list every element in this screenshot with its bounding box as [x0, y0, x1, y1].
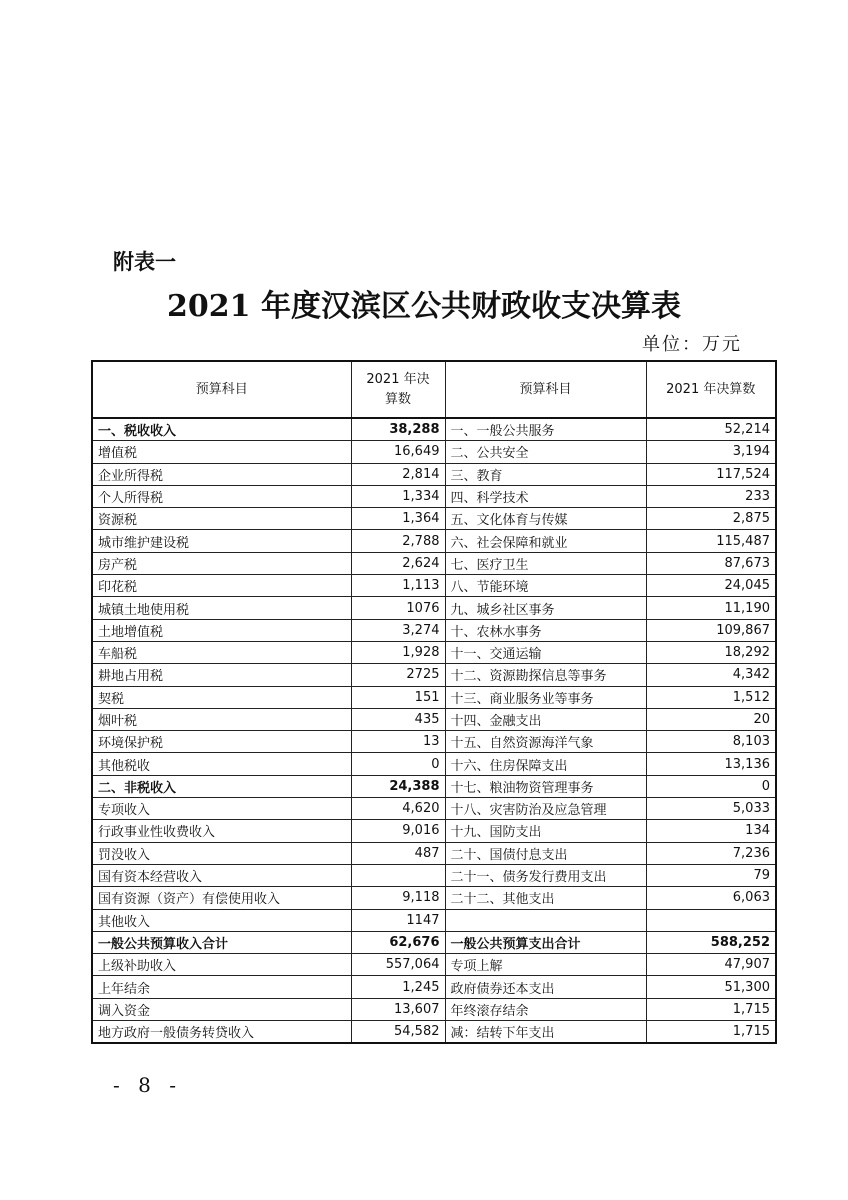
- cell-right-value: 79: [646, 864, 776, 886]
- cell-left-value: 1147: [351, 909, 445, 931]
- cell-left-value: 557,064: [351, 954, 445, 976]
- cell-right-item: 四、科学技术: [445, 485, 646, 507]
- table-row: [92, 463, 776, 485]
- cell-left-value: 1,245: [351, 976, 445, 998]
- cell-left-value: 4,620: [351, 798, 445, 820]
- page-number: - 8 -: [113, 1073, 182, 1097]
- cell-right-value: 117,524: [646, 463, 776, 485]
- cell-left-item: 个人所得税: [92, 485, 351, 507]
- cell-left-item: 国有资源（资产）有偿使用收入: [92, 887, 351, 909]
- cell-right-value: 1,715: [646, 998, 776, 1020]
- table-row: [92, 530, 776, 552]
- cell-left-item: 土地增值税: [92, 619, 351, 641]
- cell-right-item: 二十、国债付息支出: [445, 842, 646, 864]
- cell-left-value: 1,113: [351, 575, 445, 597]
- cell-right-item: 六、社会保障和就业: [445, 530, 646, 552]
- cell-left-value: 24,388: [351, 775, 445, 797]
- table-row: [92, 686, 776, 708]
- cell-left-item: 行政事业性收费收入: [92, 820, 351, 842]
- cell-left-item: 上级补助收入: [92, 954, 351, 976]
- cell-left-value: 9,118: [351, 887, 445, 909]
- cell-left-value: 151: [351, 686, 445, 708]
- cell-right-item: [445, 909, 646, 931]
- cell-left-value: 1,334: [351, 485, 445, 507]
- cell-left-item: 耕地占用税: [92, 664, 351, 686]
- cell-right-item: 十七、粮油物资管理事务: [445, 775, 646, 797]
- header-left-value: 2021 年决算数: [351, 361, 445, 418]
- table-row: [92, 798, 776, 820]
- table-row: [92, 909, 776, 931]
- table-row: [92, 552, 776, 574]
- table-row: [92, 820, 776, 842]
- cell-right-value: 4,342: [646, 664, 776, 686]
- cell-left-item: 企业所得税: [92, 463, 351, 485]
- table-row: [92, 619, 776, 641]
- cell-right-value: 2,875: [646, 508, 776, 530]
- cell-right-item: 十五、自然资源海洋气象: [445, 731, 646, 753]
- table-row: [92, 418, 776, 441]
- table-row: [92, 708, 776, 730]
- cell-right-value: 109,867: [646, 619, 776, 641]
- cell-right-item: 二十二、其他支出: [445, 887, 646, 909]
- cell-left-value: 2,788: [351, 530, 445, 552]
- table-row: [92, 508, 776, 530]
- cell-right-value: 52,214: [646, 418, 776, 441]
- cell-right-value: 1,512: [646, 686, 776, 708]
- cell-left-item: 专项收入: [92, 798, 351, 820]
- table-row: [92, 485, 776, 507]
- cell-left-value: 13,607: [351, 998, 445, 1020]
- cell-right-item: 二十一、债务发行费用支出: [445, 864, 646, 886]
- cell-right-item: 十二、资源勘探信息等事务: [445, 664, 646, 686]
- cell-right-value: 1,715: [646, 1021, 776, 1044]
- cell-right-item: 十九、国防支出: [445, 820, 646, 842]
- unit-label: 单位：万元: [642, 334, 742, 355]
- cell-left-value: 1,928: [351, 641, 445, 663]
- cell-right-item: 一般公共预算支出合计: [445, 931, 646, 953]
- header-right-item: 预算科目: [445, 361, 646, 418]
- table-row: [92, 931, 776, 953]
- cell-right-item: 减：结转下年支出: [445, 1021, 646, 1044]
- table-row: [92, 731, 776, 753]
- cell-left-item: 环境保护税: [92, 731, 351, 753]
- cell-right-value: 24,045: [646, 575, 776, 597]
- cell-right-value: 134: [646, 820, 776, 842]
- cell-left-item: 车船税: [92, 641, 351, 663]
- cell-left-value: 487: [351, 842, 445, 864]
- cell-left-item: 一、税收收入: [92, 418, 351, 441]
- cell-right-value: 51,300: [646, 976, 776, 998]
- cell-right-value: 5,033: [646, 798, 776, 820]
- table-row: [92, 976, 776, 998]
- cell-right-value: 47,907: [646, 954, 776, 976]
- cell-right-item: 专项上解: [445, 954, 646, 976]
- cell-right-item: 十四、金融支出: [445, 708, 646, 730]
- cell-left-value: 2725: [351, 664, 445, 686]
- cell-right-value: 115,487: [646, 530, 776, 552]
- table-row: [92, 575, 776, 597]
- header-left-item: 预算科目: [92, 361, 351, 418]
- budget-table: [91, 360, 777, 1044]
- table-row: [92, 842, 776, 864]
- cell-right-item: 十六、住房保障支出: [445, 753, 646, 775]
- cell-left-value: 2,814: [351, 463, 445, 485]
- cell-left-item: 上年结余: [92, 976, 351, 998]
- cell-right-item: 十一、交通运输: [445, 641, 646, 663]
- cell-left-item: 其他收入: [92, 909, 351, 931]
- table-row: [92, 753, 776, 775]
- cell-right-value: 20: [646, 708, 776, 730]
- cell-left-value: 38,288: [351, 418, 445, 441]
- table-row: [92, 954, 776, 976]
- header-right-value: 2021 年决算数: [646, 361, 776, 418]
- cell-right-item: 九、城乡社区事务: [445, 597, 646, 619]
- cell-left-item: 增值税: [92, 441, 351, 463]
- cell-left-item: 烟叶税: [92, 708, 351, 730]
- table-row: [92, 775, 776, 797]
- cell-left-item: 城镇土地使用税: [92, 597, 351, 619]
- cell-right-item: 一、一般公共服务: [445, 418, 646, 441]
- cell-right-item: 十三、商业服务业等事务: [445, 686, 646, 708]
- cell-right-item: 七、医疗卫生: [445, 552, 646, 574]
- cell-left-item: 资源税: [92, 508, 351, 530]
- cell-left-value: 2,624: [351, 552, 445, 574]
- cell-left-value: [351, 864, 445, 886]
- cell-right-value: 18,292: [646, 641, 776, 663]
- cell-right-item: 八、节能环境: [445, 575, 646, 597]
- table-row: [92, 641, 776, 663]
- cell-left-item: 城市维护建设税: [92, 530, 351, 552]
- table-row: [92, 887, 776, 909]
- cell-right-item: 二、公共安全: [445, 441, 646, 463]
- cell-left-value: 9,016: [351, 820, 445, 842]
- table-header-row: [92, 361, 776, 418]
- cell-left-value: 1,364: [351, 508, 445, 530]
- cell-right-value: 3,194: [646, 441, 776, 463]
- cell-left-item: 房产税: [92, 552, 351, 574]
- cell-left-value: 16,649: [351, 441, 445, 463]
- cell-right-value: 0: [646, 775, 776, 797]
- cell-left-value: 435: [351, 708, 445, 730]
- cell-right-item: 十八、灾害防治及应急管理: [445, 798, 646, 820]
- cell-left-value: 13: [351, 731, 445, 753]
- cell-right-value: 8,103: [646, 731, 776, 753]
- cell-right-value: 6,063: [646, 887, 776, 909]
- cell-left-item: 其他税收: [92, 753, 351, 775]
- cell-left-item: 地方政府一般债务转贷收入: [92, 1021, 351, 1044]
- cell-left-item: 罚没收入: [92, 842, 351, 864]
- cell-left-value: 54,582: [351, 1021, 445, 1044]
- cell-right-item: 三、教育: [445, 463, 646, 485]
- cell-left-item: 契税: [92, 686, 351, 708]
- cell-right-item: 五、文化体育与传媒: [445, 508, 646, 530]
- cell-right-value: 13,136: [646, 753, 776, 775]
- table-row: [92, 597, 776, 619]
- cell-right-value: 233: [646, 485, 776, 507]
- table-row: [92, 1021, 776, 1044]
- cell-right-item: 十、农林水事务: [445, 619, 646, 641]
- cell-left-item: 国有资本经营收入: [92, 864, 351, 886]
- cell-right-value: 588,252: [646, 931, 776, 953]
- cell-right-value: 11,190: [646, 597, 776, 619]
- attachment-label: 附表一: [113, 250, 176, 274]
- cell-left-value: 0: [351, 753, 445, 775]
- cell-left-value: 62,676: [351, 931, 445, 953]
- page-title: 2021 年度汉滨区公共财政收支决算表: [167, 289, 681, 324]
- cell-left-item: 调入资金: [92, 998, 351, 1020]
- table-row: [92, 664, 776, 686]
- table-row: [92, 441, 776, 463]
- cell-left-value: 3,274: [351, 619, 445, 641]
- cell-right-value: 7,236: [646, 842, 776, 864]
- table-row: [92, 864, 776, 886]
- cell-left-item: 二、非税收入: [92, 775, 351, 797]
- cell-left-item: 印花税: [92, 575, 351, 597]
- table-row: [92, 998, 776, 1020]
- cell-right-value: [646, 909, 776, 931]
- cell-right-item: 年终滚存结余: [445, 998, 646, 1020]
- cell-right-item: 政府债券还本支出: [445, 976, 646, 998]
- cell-left-value: 1076: [351, 597, 445, 619]
- cell-left-item: 一般公共预算收入合计: [92, 931, 351, 953]
- cell-right-value: 87,673: [646, 552, 776, 574]
